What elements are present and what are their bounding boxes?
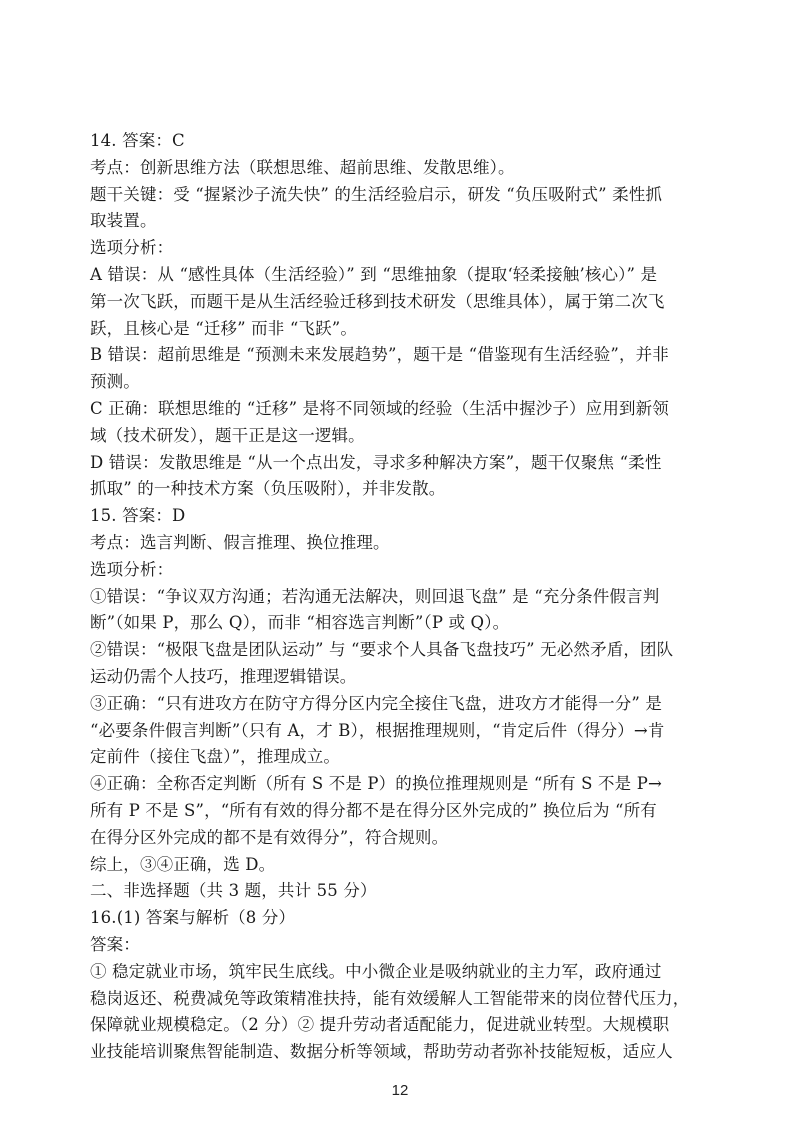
answer-text-body — [90, 128, 715, 1066]
text-line: 所有 P 不是 S”，“所有有效的得分都不是在得分区外完成的” 换位后为 “所有 — [90, 800, 657, 820]
text-line: “必要条件假言判断”（只有 A，才 B），根据推理规则，“肯定后件（得分）→肯 — [90, 720, 665, 740]
text-line: 选项分析： — [90, 238, 174, 258]
text-line: 16.(1) 答案与解析（8 分） — [90, 908, 296, 928]
text-line: 保障就业规模稳定。（2 分）② 提升劳动者适配能力，促进就业转型。大规模职 — [90, 1015, 670, 1035]
text-line: ②错误：“极限飞盘是团队运动” 与 “要求个人具备飞盘技巧” 无必然矛盾，团队 — [90, 640, 674, 660]
text-line: D 错误：发散思维是 “从一个点出发，寻求多种解决方案”，题干仅聚焦 “柔性 — [90, 452, 662, 472]
text-line: 二、非选择题（共 3 题，共计 55 分） — [90, 881, 377, 901]
text-line: 题干关键：受 “握紧沙子流失快” 的生活经验启示，研发 “负压吸附式” 柔性抓 — [90, 184, 663, 204]
text-line: ① 稳定就业市场，筑牢民生底线。中小微企业是吸纳就业的主力军，政府通过 — [90, 961, 662, 981]
text-line: 跃，且核心是 “迁移” 而非 “飞跃”。 — [90, 318, 357, 338]
page-number: 12 — [391, 1082, 409, 1099]
text-line: 取装置。 — [90, 211, 157, 231]
text-line: 域（技术研发），题干正是这一逻辑。 — [90, 425, 365, 445]
text-line: A 错误：从 “感性具体（生活经验）” 到 “思维抽象（提取‘轻柔接触’核心）” 是 — [90, 264, 658, 284]
text-line: ③正确：“只有进攻方在防守方得分区内完全接住飞盘，进攻方才能得一分” 是 — [90, 693, 663, 713]
text-line: 运动仍需个人技巧，推理逻辑错误。 — [90, 666, 357, 686]
text-line: 稳岗返还、税费减免等政策精准扶持，能有效缓解人工智能带来的岗位替代压力， — [90, 988, 690, 1008]
text-line: ①错误：“争议双方沟通；若沟通无法解决，则回退飞盘” 是 “充分条件假言判 — [90, 586, 660, 606]
text-line: 抓取” 的一种技术方案（负压吸附），并非发散。 — [90, 479, 446, 499]
text-line: B 错误：超前思维是 “预测未来发展趋势”，题干是 “借鉴现有生活经验”，并非 — [90, 345, 669, 365]
text-line: 第一次飞跃，而题干是从生活经验迁移到技术研发（思维具体），属于第二次飞 — [90, 291, 665, 311]
text-line: 在得分区外完成的都不是有效得分”，符合规则。 — [90, 827, 449, 847]
text-line: 综上，③④正确，选 D。 — [90, 854, 276, 874]
text-line: ④正确：全称否定判断（所有 S 不是 P）的换位推理规则是 “所有 S 不是 P→ — [90, 774, 662, 794]
text-line: 选项分析： — [90, 559, 174, 579]
text-line: 预测。 — [90, 372, 140, 392]
text-line: 断”（如果 P，那么 Q），而非 “相容选言判断”（P 或 Q）。 — [90, 613, 510, 633]
text-line: 业技能培训聚焦智能制造、数据分析等领域，帮助劳动者弥补技能短板，适应人 — [90, 1042, 673, 1062]
text-line: 定前件（接住飞盘）”，推理成立。 — [90, 747, 341, 767]
text-line: 15. 答案：D — [90, 506, 186, 526]
text-line: 考点：创新思维方法（联想思维、超前思维、发散思维）。 — [90, 157, 515, 177]
text-line: 14. 答案：C — [90, 131, 185, 150]
text-line: C 正确：联想思维的 “迁移” 是将不同领域的经验（生活中握沙子）应用到新领 — [90, 398, 669, 418]
text-line: 考点：选言判断、假言推理、换位推理。 — [90, 532, 390, 552]
text-line: 答案： — [90, 934, 140, 954]
